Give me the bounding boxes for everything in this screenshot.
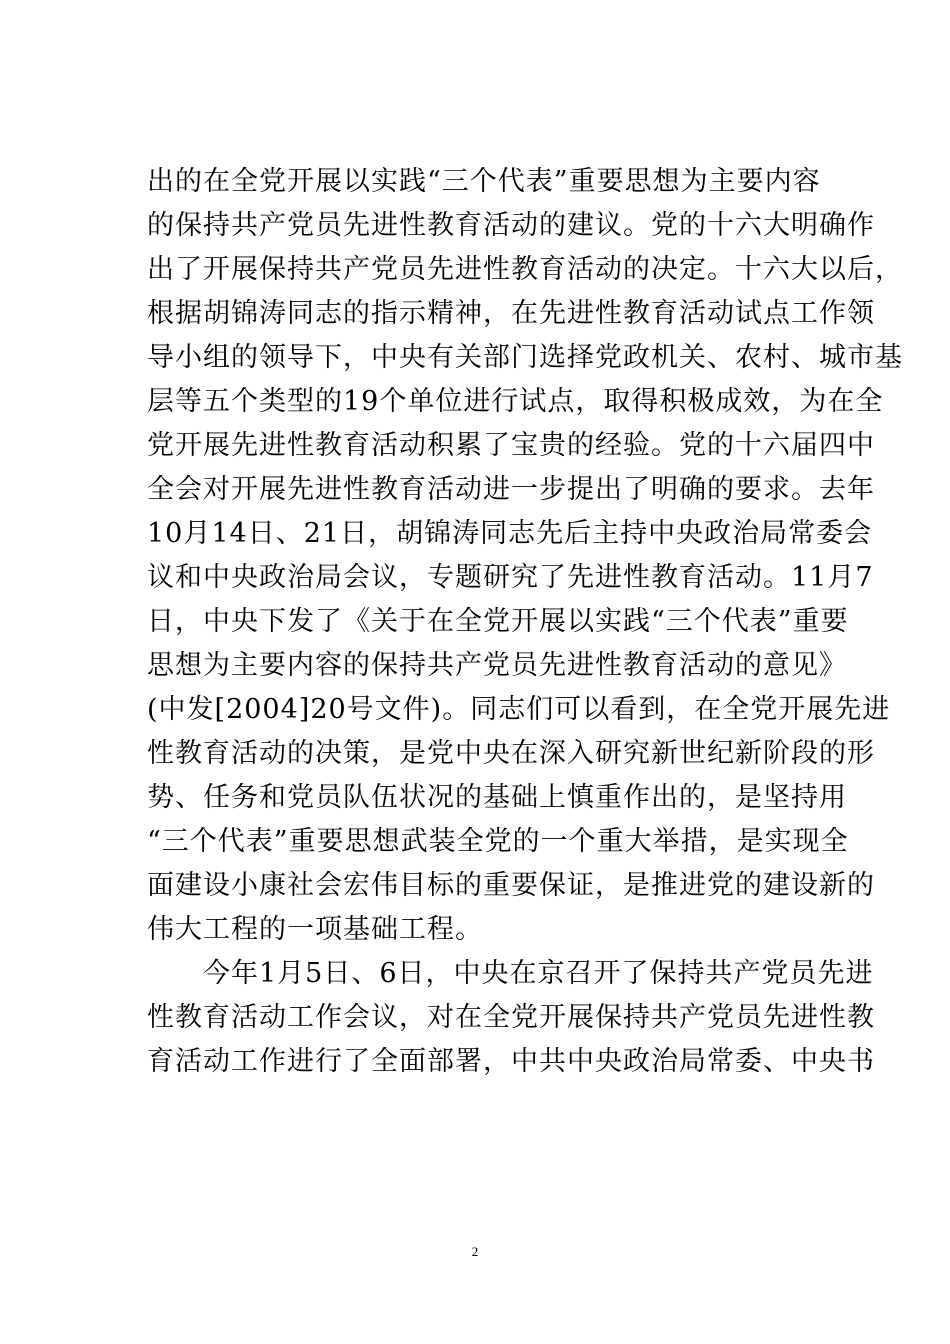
text-line: 出的在全党开展以实践“三个代表”重要思想为主要内容 bbox=[147, 166, 821, 197]
text-line: 根据胡锦涛同志的指示精神，在先进性教育活动试点工作领 bbox=[147, 298, 875, 329]
body-text bbox=[147, 160, 903, 1084]
text-line: 今年1月5日、6日，中央在京召开了保持共产党员先进 bbox=[147, 958, 874, 989]
text-line: 党开展先进性教育活动积累了宝贵的经验。党的十六届四中 bbox=[147, 430, 875, 461]
text-line: 性教育活动的决策，是党中央在深入研究新世纪新阶段的形 bbox=[147, 738, 875, 769]
text-line: 性教育活动工作会议，对在全党开展保持共产党员先进性教 bbox=[147, 1002, 875, 1033]
text-line: 面建设小康社会宏伟目标的重要保证，是推进党的建设新的 bbox=[147, 870, 875, 901]
text-line: 导小组的领导下，中央有关部门选择党政机关、农村、城市基 bbox=[147, 342, 903, 373]
page-number: 2 bbox=[471, 1244, 479, 1259]
text-line: (中发[2004]20号文件)。同志们可以看到，在全党开展先进 bbox=[147, 694, 891, 725]
text-line: 的保持共产党员先进性教育活动的建议。党的十六大明确作 bbox=[147, 210, 875, 241]
text-line: 势、任务和党员队伍状况的基础上慎重作出的，是坚持用 bbox=[147, 782, 847, 813]
text-line: 育活动工作进行了全面部署，中共中央政治局常委、中央书 bbox=[147, 1046, 875, 1077]
text-line: 日，中央下发了《关于在全党开展以实践“三个代表”重要 bbox=[147, 606, 849, 637]
text-line: 层等五个类型的19个单位进行试点，取得积极成效，为在全 bbox=[147, 386, 884, 417]
text-line: 全会对开展先进性教育活动进一步提出了明确的要求。去年 bbox=[147, 474, 875, 505]
text-line: “三个代表”重要思想武装全党的一个重大举措，是实现全 bbox=[147, 826, 849, 857]
text-line: 伟大工程的一项基础工程。 bbox=[147, 914, 483, 945]
text-line: 思想为主要内容的保持共产党员先进性教育活动的意见》 bbox=[147, 650, 847, 681]
text-line: 议和中央政治局会议，专题研究了先进性教育活动。11月7 bbox=[147, 562, 874, 593]
text-line: 出了开展保持共产党员先进性教育活动的决定。十六大以后， bbox=[147, 254, 903, 285]
text-line: 10月14日、21日，胡锦涛同志先后主持中央政治局常委会 bbox=[147, 518, 873, 549]
